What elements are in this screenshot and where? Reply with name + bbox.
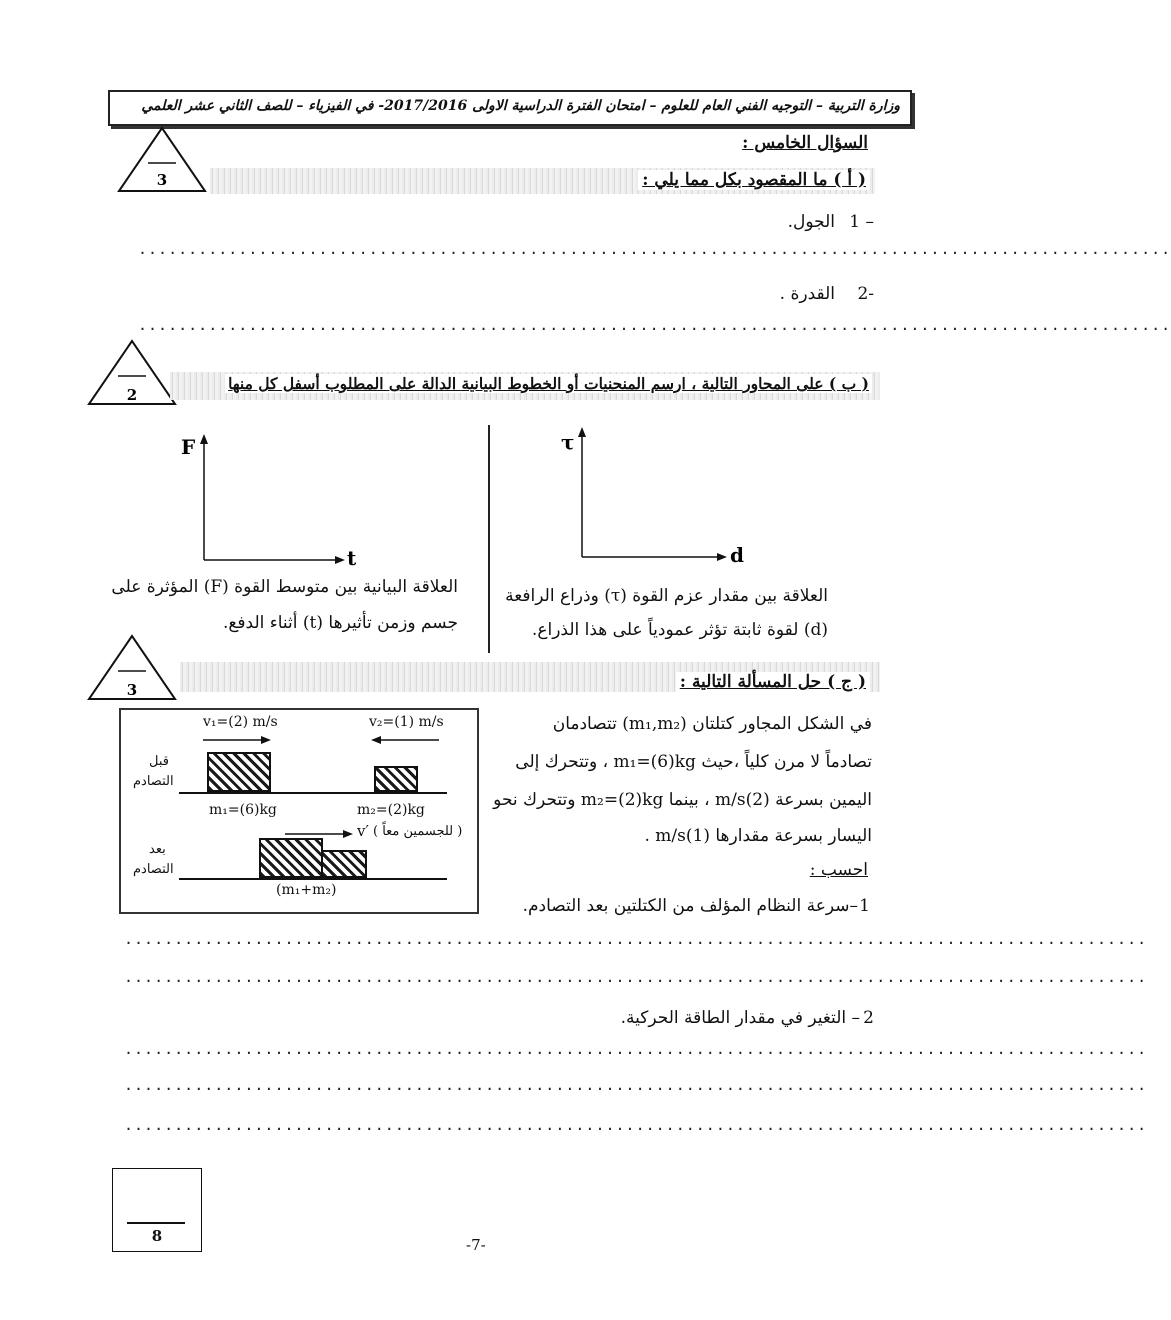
- graph-left-caption-1: العلاقة البيانية بين متوسط القوة (F) المؤثرة على: [111, 577, 458, 597]
- graph-left-x-label: t: [347, 546, 357, 570]
- score-triangle-a: [116, 125, 208, 195]
- fig-after-1: بعد: [149, 842, 166, 857]
- ground-line-after: [179, 878, 447, 880]
- parta-item1-num: 1 –: [849, 212, 874, 232]
- score-triangle-c: [86, 633, 178, 703]
- fig-m2: m₂=(2)kg: [357, 802, 425, 818]
- total-score: 8: [151, 1227, 163, 1245]
- score-a: 3: [156, 171, 168, 189]
- answer-line: .......................................................................................................: [138, 316, 1171, 334]
- mass-1-block: [207, 752, 271, 792]
- fig-v1: v₁=(2) m/s: [203, 714, 278, 730]
- fig-v2: v₂=(1) m/s: [369, 714, 444, 730]
- problem-line-3: اليمين بسرعة (2)m/s ، بينما m₂=(2)kg وتتحرك نحو: [493, 790, 872, 810]
- graphs-divider: [488, 425, 490, 653]
- page-number: -7-: [466, 1236, 486, 1254]
- ground-line-before: [179, 792, 447, 794]
- problem-line-2: تصادماً لا مرن كلياً ،حيث m₁=(6)kg ، وتتحرك إلى: [515, 752, 872, 772]
- graph-right-x-label: d: [730, 543, 744, 567]
- answer-line: ......................................................................................................: [124, 1116, 1148, 1134]
- partc-title: ( ج ) حل المسألة التالية :: [676, 672, 870, 692]
- combined-block-2: [321, 850, 367, 878]
- arrow-right-icon: [201, 734, 273, 746]
- total-score-box: [112, 1168, 202, 1252]
- parta-item2-num: 2-: [857, 284, 874, 304]
- header-title: وزارة التربية – التوجيه الفني العام للعلوم – امتحان الفترة الدراسية الاولى 2017/2016- في الفيزياء – للصف الثاني عشر العلمي: [141, 98, 900, 114]
- fig-combined: (m₁+m₂): [276, 882, 337, 898]
- parta-item1-text: الجول.: [787, 212, 835, 232]
- score-c: 3: [126, 681, 138, 699]
- fig-v-prime: v′: [357, 822, 369, 840]
- graph-right-caption-1: العلاقة بين مقدار عزم القوة (τ) وذراع الرافعة: [505, 586, 828, 606]
- answer-line: ......................................................................................................: [124, 930, 1148, 948]
- fig-before-1: قبل: [149, 754, 169, 769]
- score-triangle-b: [86, 338, 178, 408]
- q2-num: 2: [863, 1008, 874, 1028]
- problem-line-4: اليسار بسرعة مقدارها (1)m/s .: [644, 826, 872, 846]
- partb-title: ( ب ) على المحاور التالية ، ارسم المنحنيات أو الخطوط البيانية الدالة على المطلوب أسفل كل منها: [225, 374, 872, 393]
- score-b: 2: [126, 386, 138, 404]
- collision-figure: [119, 708, 479, 914]
- graph-right-y-label: τ: [561, 430, 575, 454]
- q1-text: –سرعة النظام المؤلف من الكتلتين بعد التصادم.: [522, 896, 858, 916]
- fig-m1: m₁=(6)kg: [209, 802, 277, 818]
- answer-line: ......................................................................................................: [124, 1040, 1148, 1058]
- graph-left-caption-2: جسم وزمن تأثيرها (t) أثناء الدفع.: [222, 613, 458, 633]
- fig-before-2: التصادم: [133, 774, 174, 789]
- graph-right-caption-2: (d) لقوة ثابتة تؤثر عمودياً على هذا الذراع.: [531, 620, 828, 640]
- answer-line: .......................................................................................................: [138, 240, 1171, 258]
- calc-label: احسب :: [809, 860, 868, 880]
- parta-title: ( أ ) ما المقصود بكل مما يلي :: [638, 170, 870, 190]
- answer-line: ......................................................................................................: [124, 968, 1148, 986]
- q1-num: 1: [859, 896, 870, 916]
- q2-text: – التغير في مقدار الطاقة الحركية.: [620, 1008, 860, 1028]
- problem-line-1: في الشكل المجاور كتلتان (m₁,m₂) تتصادمان: [552, 714, 872, 734]
- question-title: السؤال الخامس :: [742, 133, 868, 153]
- parta-item2-text: القدرة .: [779, 284, 835, 304]
- fig-together: ( للجسمين معاً ): [373, 824, 463, 839]
- arrow-left-icon: [369, 734, 441, 746]
- graph-left-y-label: F: [181, 435, 196, 459]
- answer-line: ......................................................................................................: [124, 1076, 1148, 1094]
- score-divider: [127, 1222, 185, 1224]
- graph-torque-vs-arm: [555, 425, 755, 570]
- fig-after-2: التصادم: [133, 862, 174, 877]
- mass-2-block: [374, 766, 418, 792]
- combined-block-1: [259, 838, 323, 878]
- exam-header: [108, 90, 912, 126]
- graph-force-vs-time: [175, 432, 365, 572]
